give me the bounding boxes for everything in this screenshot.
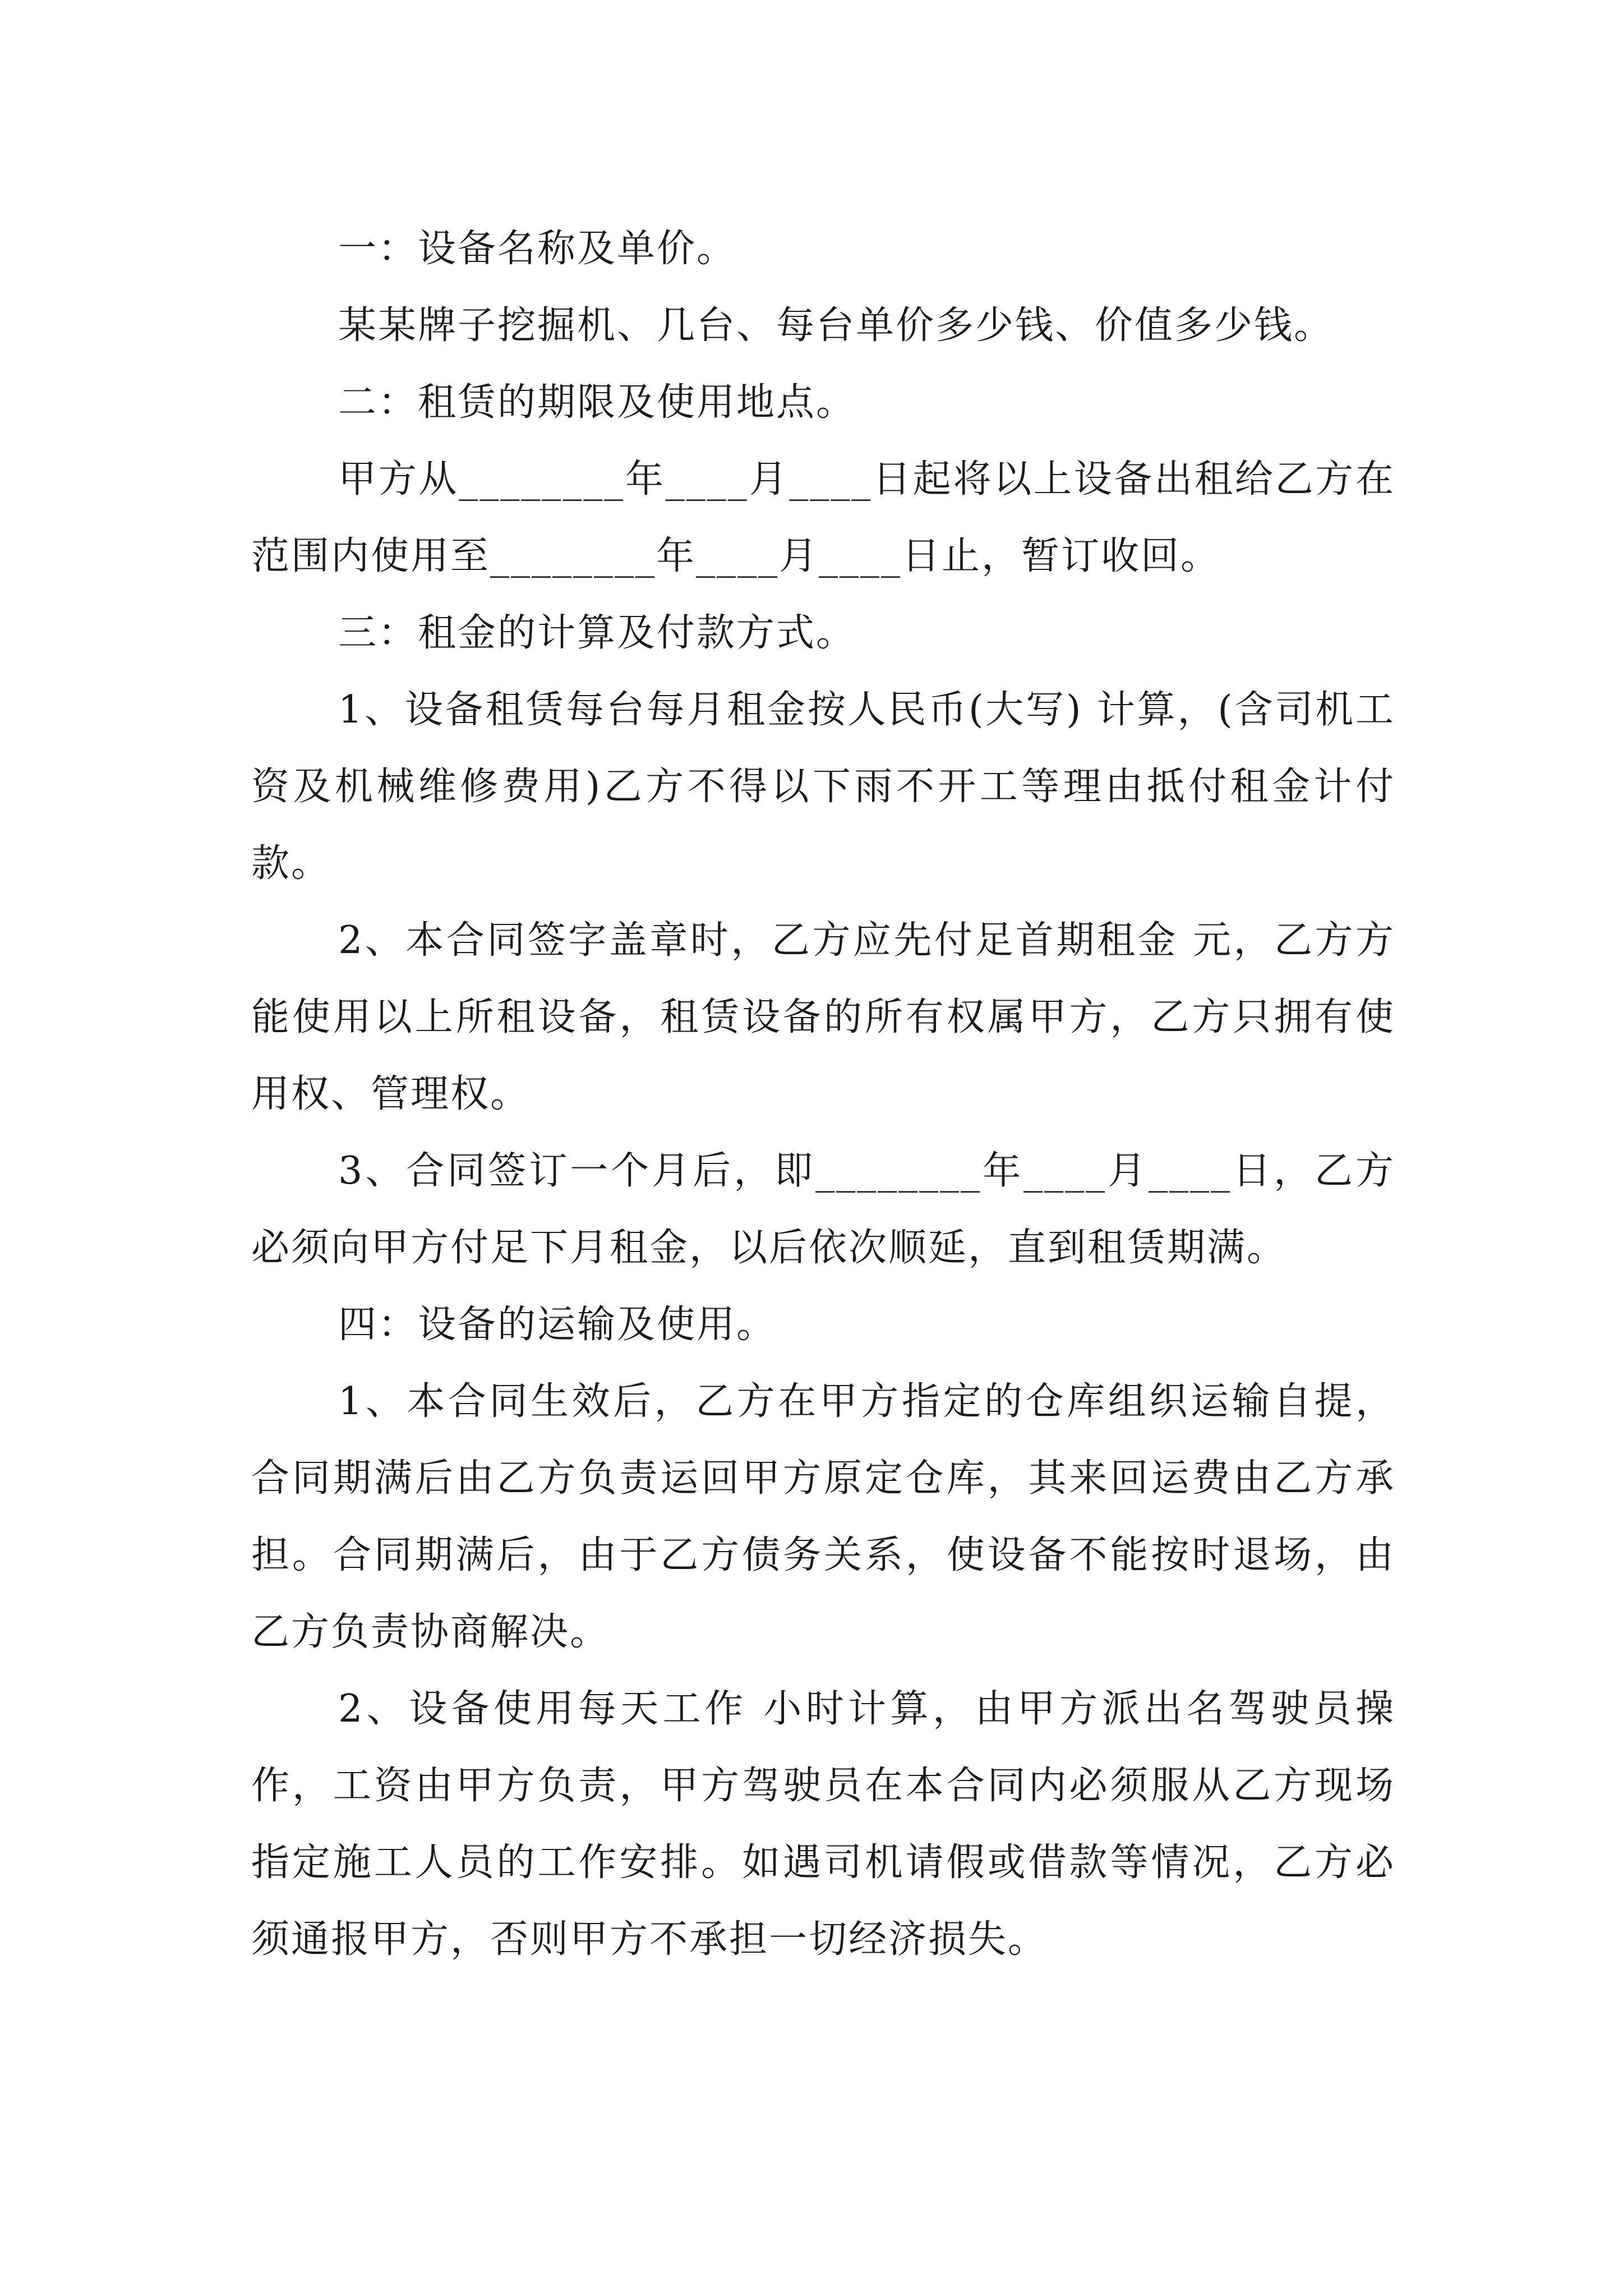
- section-heading-lease-term: 二：租赁的期限及使用地点。: [338, 380, 856, 425]
- paragraph-rent-3: 3、合同签订一个月后，即________年____月____日，乙方必须向甲方付足下月租金，以后依次顺延，直到租赁期满。: [251, 1149, 1395, 1270]
- paragraph-transport-2: 2、设备使用每天工作 小时计算，由甲方派出名驾驶员操作，工资由甲方负责，甲方驾驶员在本合同内必须服从乙方现场指定施工人员的工作安排。如遇司机请假或借款等情况，乙方必须通报甲方，否则甲方不承担一切经济损失。: [251, 1687, 1395, 1962]
- paragraph-equipment-detail: 某某牌子挖掘机、几台、每台单价多少钱、价值多少钱。: [338, 303, 1334, 348]
- paragraph-transport-1: 1、本合同生效后，乙方在甲方指定的仓库组织运输自提，合同期满后由乙方负责运回甲方原定仓库，其来回运费由乙方承担。合同期满后，由于乙方债务关系，使设备不能按时退场，由乙方负责协商解决。: [251, 1379, 1395, 1654]
- paragraph-rent-2: 2、本合同签字盖章时，乙方应先付足首期租金 元，乙方方能使用以上所租设备，租赁设备的所有权属甲方，乙方只拥有使用权、管理权。: [251, 918, 1395, 1116]
- section-heading-equipment: 一：设备名称及单价。: [338, 227, 737, 271]
- section-heading-transport: 四：设备的运输及使用。: [338, 1303, 777, 1347]
- document-body: [251, 210, 1409, 1978]
- paragraph-lease-term: 甲方从________年____月____日起将以上设备出租给乙方在 范围内使用至________年____月____日止，暂订收回。: [251, 457, 1409, 578]
- section-heading-rent: 三：租金的计算及付款方式。: [338, 611, 856, 655]
- paragraph-rent-1: 1、设备租赁每台每月租金按人民币(大写) 计算，(含司机工资及机械维修费用)乙方不得以下雨不开工等理由抵付租金计付款。: [251, 688, 1395, 886]
